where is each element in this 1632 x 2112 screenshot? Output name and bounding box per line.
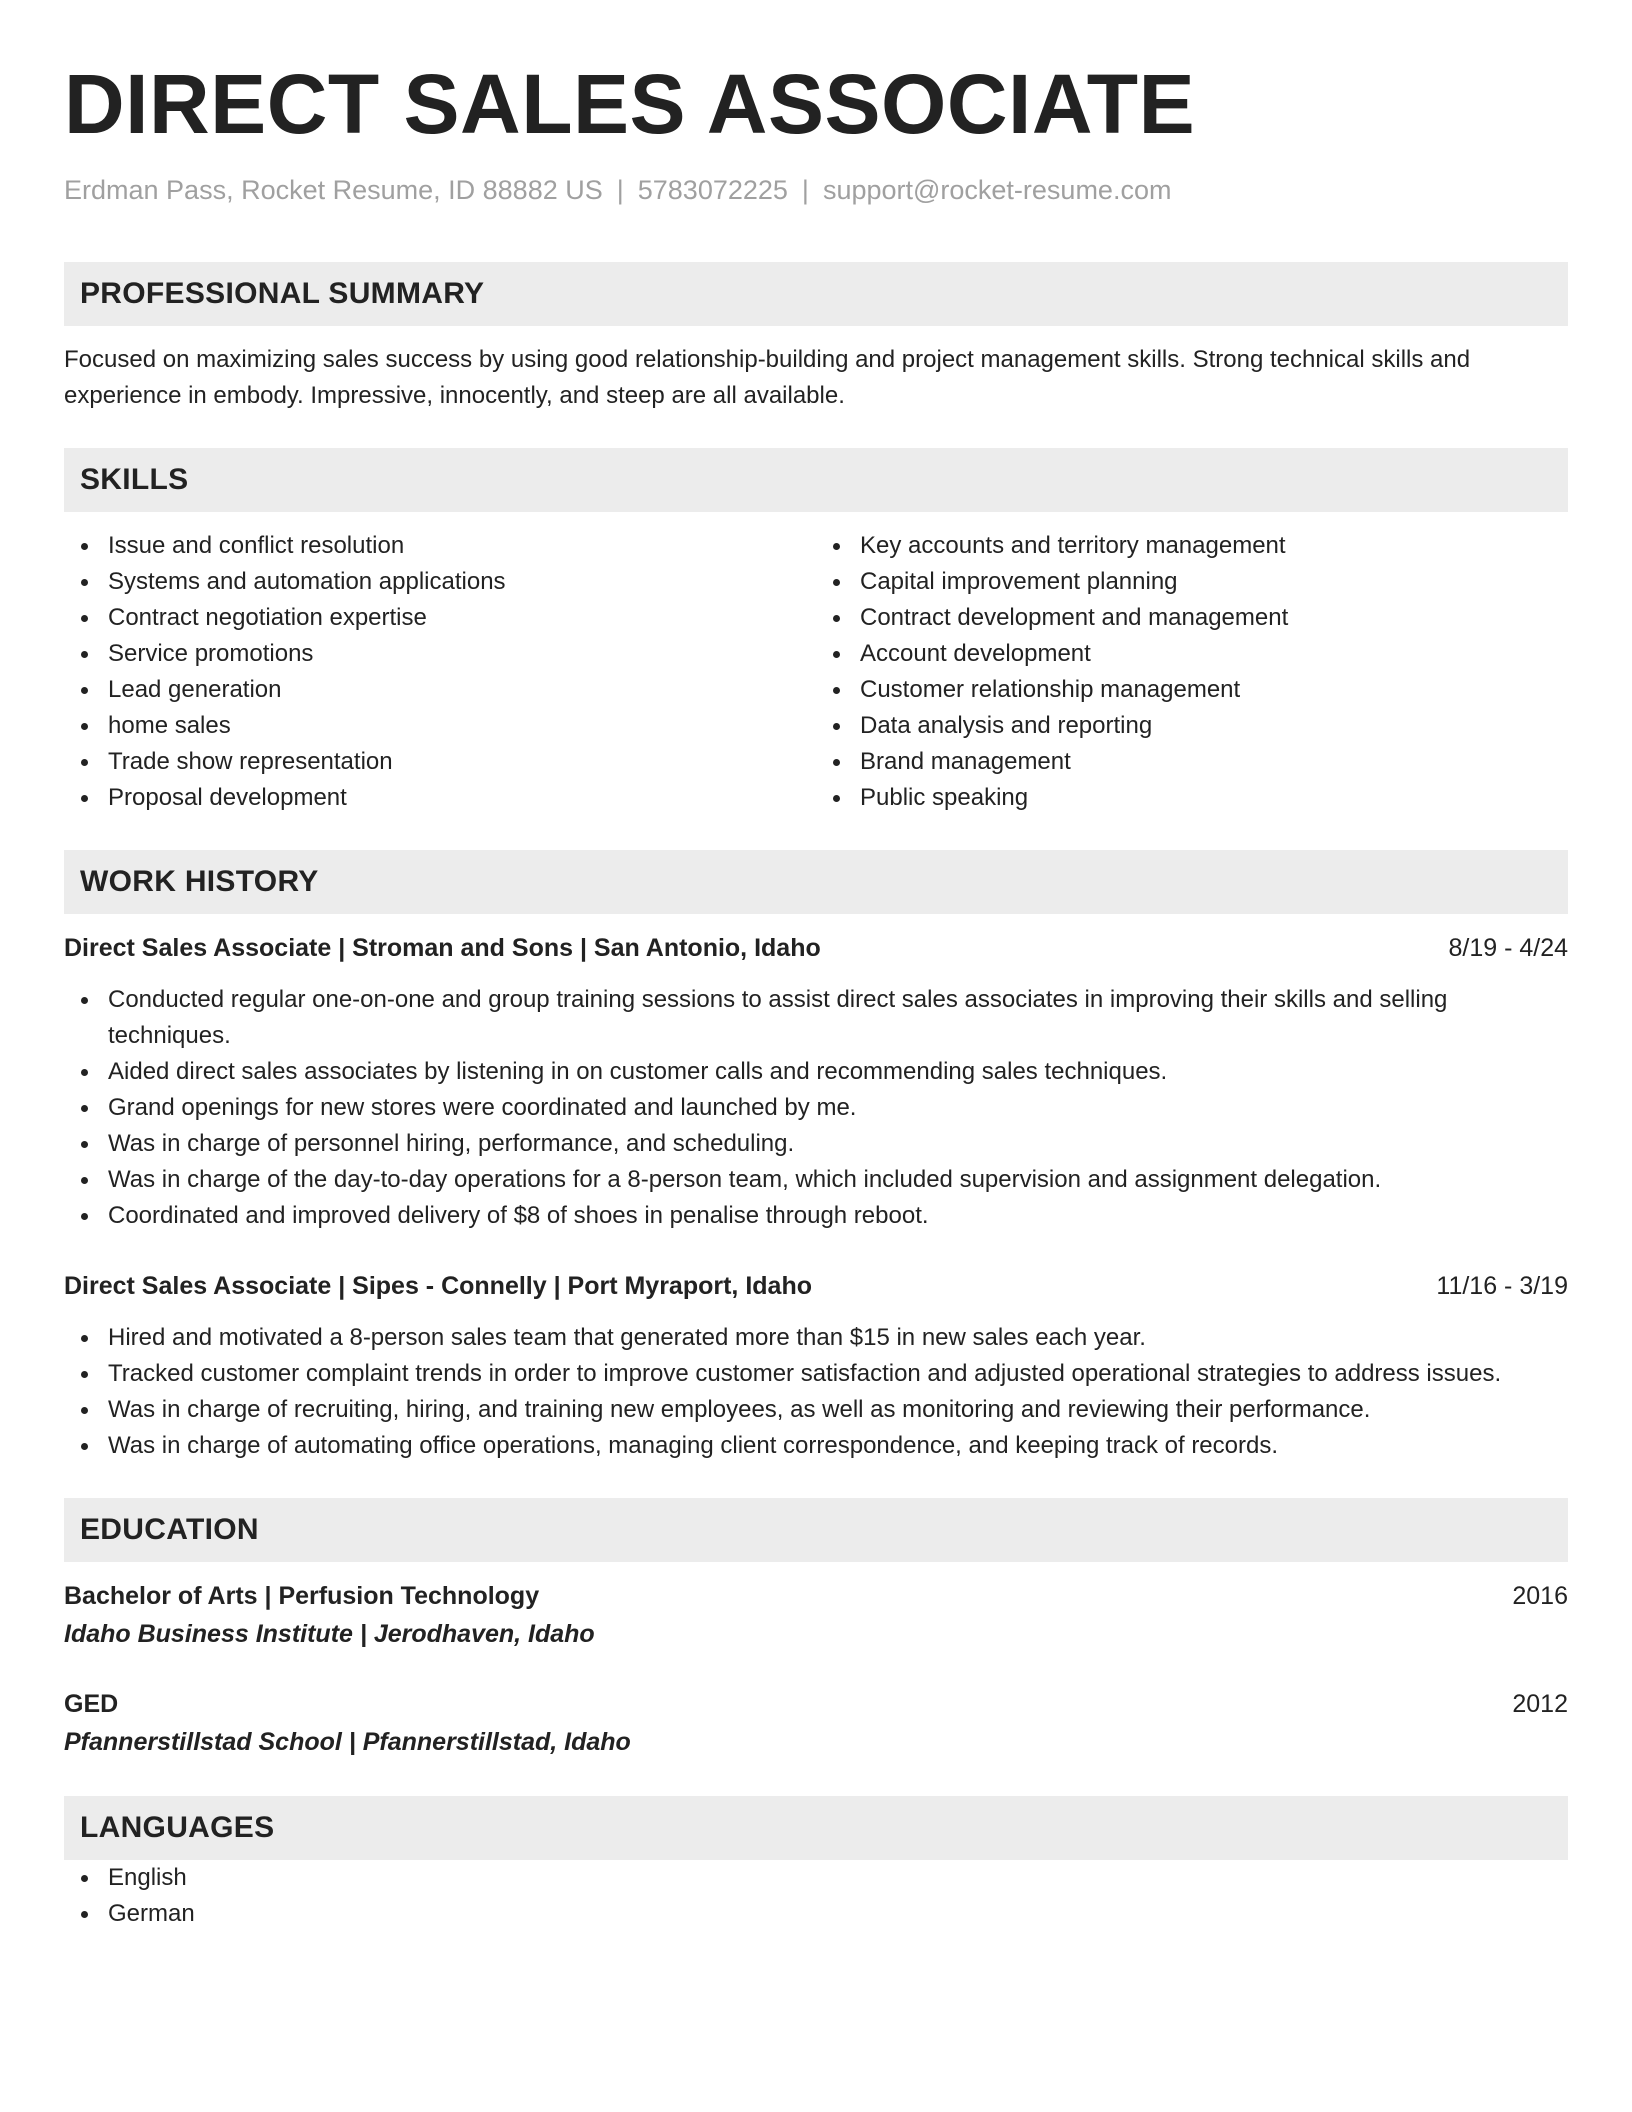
skill-item: Data analysis and reporting: [816, 708, 1568, 744]
skill-item: Lead generation: [64, 672, 816, 708]
job-title: Direct Sales Associate | Stroman and Sons | San Antonio, Idaho: [64, 934, 821, 962]
job-entry: [64, 1268, 1568, 1464]
skills-heading: SKILLS: [64, 448, 1568, 512]
job-bullet: Conducted regular one-on-one and group training sessions to assist direct sales associates in improving their skills and selling techniques.: [64, 982, 1568, 1054]
education-heading: EDUCATION: [64, 1498, 1568, 1562]
education-year: 2016: [1512, 1582, 1568, 1610]
contact-separator: |: [616, 175, 624, 205]
job-dates: 8/19 - 4/24: [1448, 934, 1568, 962]
job-bullet: Was in charge of recruiting, hiring, and training new employees, as well as monitoring and reviewing their performance.: [64, 1392, 1568, 1428]
job-bullet: Grand openings for new stores were coordinated and launched by me.: [64, 1090, 1568, 1126]
skill-item: Brand management: [816, 744, 1568, 780]
contact-email: support@rocket-resume.com: [822, 175, 1172, 205]
languages-heading: LANGUAGES: [64, 1796, 1568, 1860]
job-bullet: Was in charge of the day-to-day operations for a 8-person team, which included supervision and assignment delegation.: [64, 1162, 1568, 1198]
job-entry: [64, 930, 1568, 1234]
skills-column-right: [816, 528, 1568, 816]
job-bullet: Tracked customer complaint trends in order to improve customer satisfaction and adjusted operational strategies to address issues.: [64, 1356, 1568, 1392]
skill-item: Proposal development: [64, 780, 816, 816]
skill-item: home sales: [64, 708, 816, 744]
skill-item: Issue and conflict resolution: [64, 528, 816, 564]
education-school: Idaho Business Institute | Jerodhaven, Idaho: [64, 1620, 595, 1648]
job-bullet: Coordinated and improved delivery of $8 of shoes in penalise through reboot.: [64, 1198, 1568, 1234]
summary-heading: PROFESSIONAL SUMMARY: [64, 262, 1568, 326]
skill-item: Account development: [816, 636, 1568, 672]
skill-item: Trade show representation: [64, 744, 816, 780]
skill-item: Service promotions: [64, 636, 816, 672]
skill-item: Customer relationship management: [816, 672, 1568, 708]
education-school: Pfannerstillstad School | Pfannerstillstad, Idaho: [64, 1728, 631, 1756]
education-degree: GED: [64, 1690, 119, 1718]
skill-item: Public speaking: [816, 780, 1568, 816]
education-entry: [64, 1578, 1568, 1654]
work-history-heading: WORK HISTORY: [64, 850, 1568, 914]
job-bullet: Hired and motivated a 8-person sales team that generated more than $15 in new sales each year.: [64, 1320, 1568, 1356]
education-year: 2012: [1512, 1690, 1568, 1718]
contact-phone: 5783072225: [637, 175, 788, 205]
contact-separator: |: [801, 175, 809, 205]
job-title: Direct Sales Associate | Sipes - Connelly | Port Myraport, Idaho: [64, 1272, 812, 1300]
contact-line: [64, 172, 1568, 208]
job-dates: 11/16 - 3/19: [1436, 1272, 1568, 1300]
skill-item: Contract development and management: [816, 600, 1568, 636]
resume-name: DIRECT SALES ASSOCIATE: [64, 57, 1196, 151]
language-item: English: [64, 1860, 1568, 1896]
contact-address: Erdman Pass, Rocket Resume, ID 88882 US: [64, 175, 603, 205]
job-bullet: Was in charge of automating office operations, managing client correspondence, and keeping track of records.: [64, 1428, 1568, 1464]
job-bullet: Was in charge of personnel hiring, performance, and scheduling.: [64, 1126, 1568, 1162]
summary-text: Focused on maximizing sales success by using good relationship-building and project management skills. Strong technical skills and experience in embody. Impressive, innocently, and steep are all available.: [64, 346, 1471, 409]
skill-item: Systems and automation applications: [64, 564, 816, 600]
education-entry: [64, 1686, 1568, 1762]
skills-grid: [64, 528, 1568, 816]
skill-item: Key accounts and territory management: [816, 528, 1568, 564]
language-item: German: [64, 1896, 1568, 1932]
education-degree: Bachelor of Arts | Perfusion Technology: [64, 1582, 540, 1610]
skill-item: Contract negotiation expertise: [64, 600, 816, 636]
job-bullet: Aided direct sales associates by listening in on customer calls and recommending sales techniques.: [64, 1054, 1568, 1090]
languages-list: [64, 1860, 1568, 1932]
skill-item: Capital improvement planning: [816, 564, 1568, 600]
skills-column-left: [64, 528, 816, 816]
